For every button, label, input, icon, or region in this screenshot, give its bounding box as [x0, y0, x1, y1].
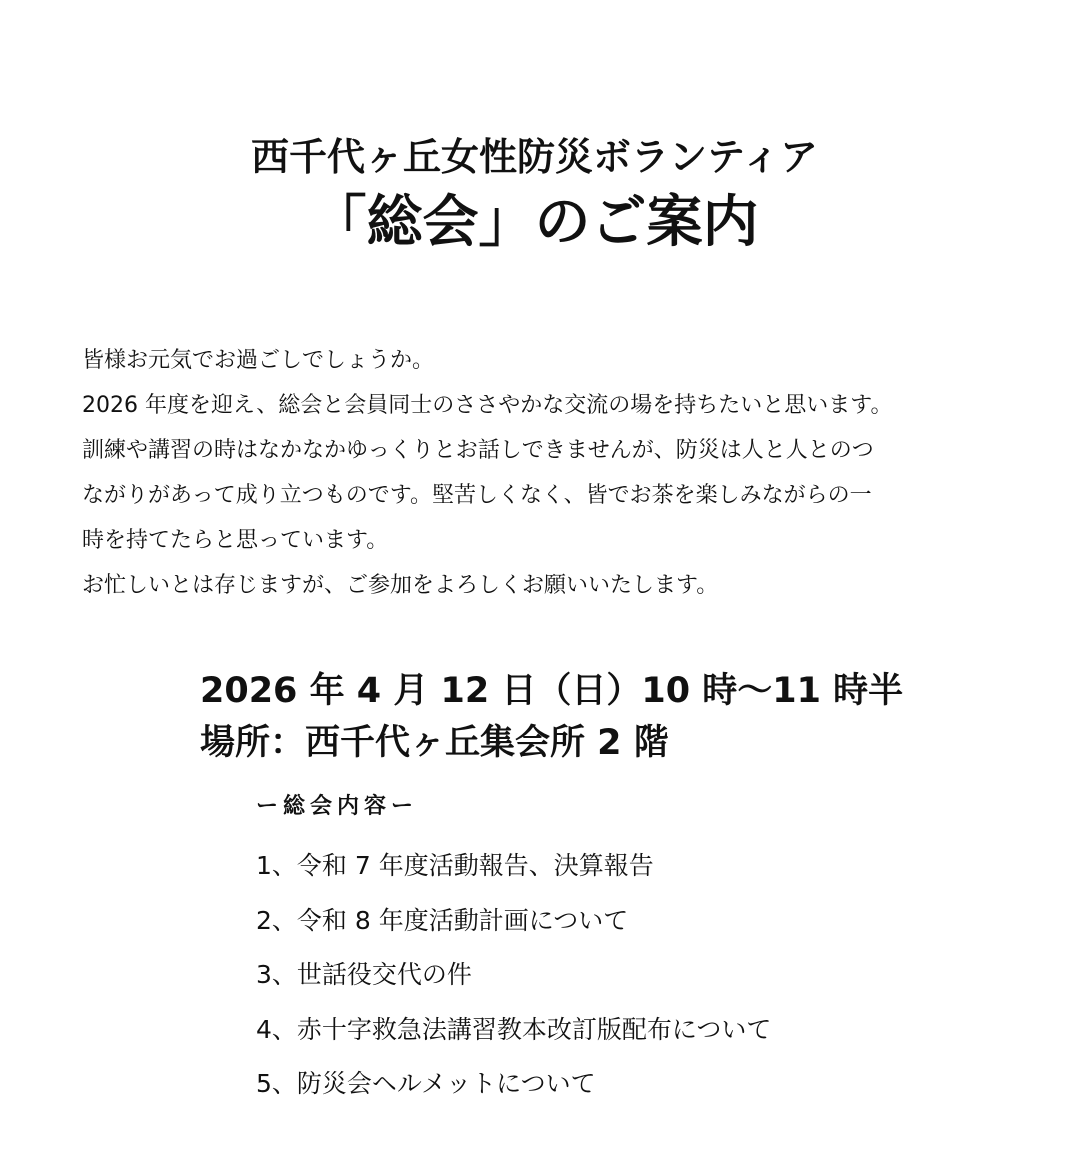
- intro-line: お忙しいとは存じますが、ご参加をよろしくお願いいたします。: [82, 573, 719, 598]
- agenda-item: 4、赤十字救急法講習教本改訂版配布について: [256, 1014, 772, 1044]
- title-block: [0, 132, 1069, 258]
- agenda-item: 3、世話役交代の件: [256, 960, 472, 989]
- agenda-heading: ー総会内容ー: [256, 794, 419, 819]
- event-details: [200, 665, 1020, 769]
- agenda-item: 5、防災会ヘルメットについて: [256, 1069, 596, 1098]
- event-place: 場所：西千代ヶ丘集会所 2 階: [200, 723, 669, 763]
- intro-line: 皆様お元気でお過ごしでしょうか。: [82, 348, 435, 373]
- intro-line: ながりがあって成り立つものです。堅苦しくなく、皆でお茶を楽しみながらの一: [82, 483, 872, 508]
- agenda-item: 1、令和 7 年度活動報告、決算報告: [256, 851, 654, 880]
- organization-title: 西千代ヶ丘女性防災ボランティア: [251, 135, 818, 179]
- intro-line: 訓練や講習の時はなかなかゆっくりとお話しできませんが、防災は人と人とのつ: [82, 438, 874, 463]
- event-datetime: 2026 年 4 月 12 日（日）10 時～11 時半: [200, 671, 904, 711]
- intro-line: 時を持てたらと思っています。: [82, 528, 389, 553]
- agenda-section: [256, 785, 1036, 1112]
- intro-line: 2026 年度を迎え、総会と会員同士のささやかな交流の場を持ちたいと思います。: [82, 393, 893, 418]
- document-title: 「総会」のご案内: [310, 190, 759, 255]
- intro-paragraph: [82, 338, 1022, 608]
- agenda-item: 2、令和 8 年度活動計画について: [256, 905, 629, 935]
